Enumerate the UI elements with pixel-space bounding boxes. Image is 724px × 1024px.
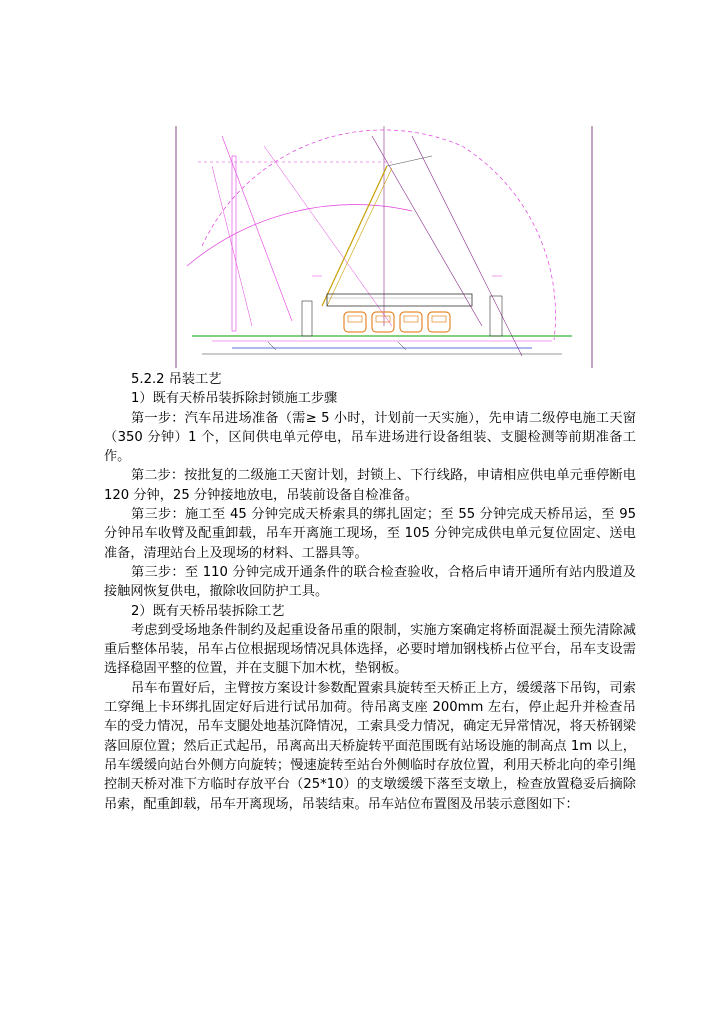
- paragraph-procedure: 吊车布置好后，主臂按方案设计参数配置索具旋转至天桥正上方，缓缓落下吊钩，司索工穿绳上卡环绑扎固定好后进行试吊加荷。待吊离支座 200mm 左右，停止起升并检查吊车的受力情况，吊车支腿处地基沉降情况，工索具受力情况，确定无异常情况，将天桥钢梁落回原位置；然后正式起吊，吊离高出天桥旋转平面范围既有站场设施的制高点 1m 以上，吊车缓缓向站台外侧方向旋转；慢速旋转至站台外侧临时存放位置，利用天桥北向的牵引绳控制天桥对准下方临时存放平台（25*10）的支墩缓缓下落至支墩上，检查放置稳妥后摘除吊索，配重卸载，吊车开离现场，吊装结束。吊车站位布置图及吊装示意图如下：: [104, 680, 636, 812]
- paragraph-step2: 第二步：按批复的二级施工天窗计划，封锁上、下行线路，申请相应供电单元垂停断电 120 分钟，25 分钟接地放电，吊装前设备自检准备。: [104, 468, 636, 503]
- paragraph-considerations: 考虑到受场地条件制约及起重设备吊重的限制，实施方案确定将桥面混凝土预先清除减重后整体吊装，吊车占位根据现场情况具体选择，必要时增加钢栈桥占位平台，吊车支设需选择稳固平整的位置，并在支腿下加木枕，垫钢板。: [104, 622, 636, 677]
- paragraph-step3a: 第三步：施工至 45 分钟完成天桥索具的绑扎固定；至 55 分钟完成天桥吊运，至 95 分钟吊车收臂及配重卸载，吊车开离施工现场，至 105 分钟完成供电单元复位固定、送电准备，清理站台上及现场的材料、工器具等。: [104, 507, 636, 561]
- paragraph-step3b: 第三步：至 110 分钟完成开通条件的联合检查验收，合格后申请开通所有站内股道及接触网恢复供电，撤除收回防护工具。: [104, 564, 636, 600]
- subsection-title-1: 1）既有天桥吊装拆除封锁施工步骤: [131, 391, 338, 407]
- subsection-title-2: 2）既有天桥吊装拆除工艺: [131, 603, 285, 619]
- train-car-icon: [344, 312, 450, 332]
- document-body: [104, 370, 636, 814]
- paragraph-step1: 第一步：汽车吊进场准备（需≥ 5 小时，计划前一天实施），先申请二级停电施工天窗（350 分钟）1 个，区间供电单元停电，吊车进场进行设备组装、支腿检测等前期准备工作。: [104, 410, 636, 465]
- crane-layout-drawing: [172, 126, 596, 368]
- section-title: 5.2.2 吊装工艺: [131, 372, 222, 387]
